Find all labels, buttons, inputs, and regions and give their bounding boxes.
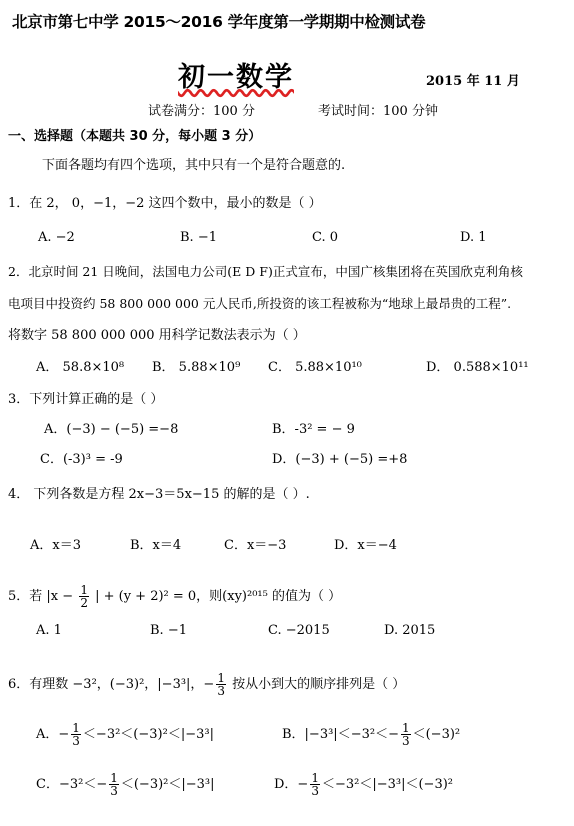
q5-stem-abs: |x − <box>46 589 74 604</box>
q5-option-c: C. −2015 <box>268 623 330 638</box>
q4-stem: 4． 下列各数是方程 2x−3＝5x−15 的解的是（ ）. <box>8 487 310 502</box>
exam-title: 北京市第七中学 2015～2016 学年度第一学期期中检测试卷 <box>12 13 426 31</box>
q6-stem <box>8 672 405 698</box>
q1-option-b: B. −1 <box>180 230 217 245</box>
q6-option-c-denominator: 3 <box>110 784 118 798</box>
q2-option-c: C． 5.88×10¹⁰ <box>268 360 362 375</box>
q2-stem-line3: 将数字 58 800 000 000 用科学记数法表示为（ ） <box>8 328 306 343</box>
q2-stem-line2: 电项目中投资约 58 800 000 000 元人民币,所投资的该工程被称为“地球上最昂贵的工程”. <box>8 296 512 311</box>
q6-option-d <box>274 772 453 798</box>
q5-fraction-numerator: 1 <box>80 583 88 597</box>
q4-option-d: D．x＝−4 <box>334 538 397 553</box>
q6-fraction <box>216 672 226 697</box>
q6-option-a <box>36 722 214 748</box>
q2-option-a: A． 58.8×10⁸ <box>36 360 125 375</box>
q5-stem <box>8 584 341 610</box>
q6-fraction-denominator: 3 <box>217 684 225 698</box>
q3-option-d: D．(−3) + (−5) =+8 <box>272 452 408 467</box>
q4-option-a: A．x＝3 <box>30 538 81 553</box>
q6-option-b-suffix: ＜(−3)² <box>412 727 461 742</box>
q6-option-c-prefix: C．−3²＜− <box>36 777 108 792</box>
q6-option-b <box>282 722 460 748</box>
q1-option-c: C. 0 <box>312 230 339 245</box>
q3-option-b: B．-3² = − 9 <box>272 422 355 437</box>
section-heading: 一、选择题（本题共 30 分，每小题 3 分） <box>8 129 262 144</box>
exam-time: 考试时间：100 分钟 <box>318 104 438 119</box>
q6-option-d-prefix: D．− <box>274 777 309 792</box>
q6-option-b-fraction <box>401 722 411 747</box>
q3-stem: 3．下列计算正确的是（ ） <box>8 392 164 407</box>
q6-option-a-denominator: 3 <box>72 734 80 748</box>
q1-option-a: A. −2 <box>38 230 75 245</box>
q6-option-b-numerator: 1 <box>401 721 410 735</box>
subject-title <box>178 62 294 94</box>
q3-option-a: A．(−3) − (−5) =−8 <box>44 422 179 437</box>
q6-option-c <box>36 772 215 798</box>
q6-option-d-suffix: ＜−3²＜|−3³|＜(−3)² <box>321 777 453 792</box>
q6-stem-suffix: 按从小到大的顺序排列是（ ） <box>227 677 406 692</box>
q6-option-d-denominator: 3 <box>311 784 319 798</box>
q5-option-b: B. −1 <box>150 623 187 638</box>
q6-fraction-numerator: 1 <box>217 671 225 685</box>
q6-option-c-suffix: ＜(−3)²＜|−3³| <box>120 777 215 792</box>
q3-option-c: C．(-3)³ = -9 <box>40 452 123 467</box>
q6-option-c-fraction <box>109 772 119 797</box>
q6-option-a-numerator: 1 <box>72 721 80 735</box>
q5-option-a: A. 1 <box>36 623 62 638</box>
q6-option-a-prefix: A．− <box>36 727 70 742</box>
q5-fraction <box>79 584 89 609</box>
q6-stem-prefix: 6．有理数 −3²，(−3)²，|−3³|，− <box>8 677 215 692</box>
q2-option-d: D． 0.588×10¹¹ <box>426 360 529 375</box>
q6-option-a-fraction <box>71 722 81 747</box>
q6-option-c-numerator: 1 <box>110 771 118 785</box>
exam-date: 2015 年 11 月 <box>426 74 520 89</box>
q6-option-b-prefix: B．|−3³|＜−3²＜− <box>282 727 399 742</box>
q2-option-b: B． 5.88×10⁹ <box>152 360 241 375</box>
q6-option-d-fraction <box>310 772 320 797</box>
q6-option-d-numerator: 1 <box>311 771 319 785</box>
q1-stem: 1．在 2， 0，−1，−2 这四个数中，最小的数是（ ） <box>8 196 322 211</box>
q5-stem-prefix: 5．若 <box>8 589 43 604</box>
q2-stem-line1: 2．北京时间 21 日晚间，法国电力公司(E D F)正式宣布，中国广核集团将在英国欣克利角核 <box>8 264 523 279</box>
q4-option-b: B．x＝4 <box>130 538 182 553</box>
q5-fraction-denominator: 2 <box>80 596 88 610</box>
subject-text: 初一数学 <box>178 62 294 93</box>
q5-option-d: D. 2015 <box>384 623 436 638</box>
q4-option-c: C．x＝−3 <box>224 538 287 553</box>
full-score: 试卷满分：100 分 <box>148 104 255 119</box>
q1-option-d: D. 1 <box>460 230 487 245</box>
q6-option-b-denominator: 3 <box>401 734 410 748</box>
q5-stem-suffix: | + (y + 2)² = 0，则(xy)²⁰¹⁵ 的值为（ ） <box>95 589 342 604</box>
q6-option-a-suffix: ＜−3²＜(−3)²＜|−3³| <box>82 727 214 742</box>
section-note: 下面各题均有四个选项，其中只有一个是符合题意的. <box>42 158 346 173</box>
